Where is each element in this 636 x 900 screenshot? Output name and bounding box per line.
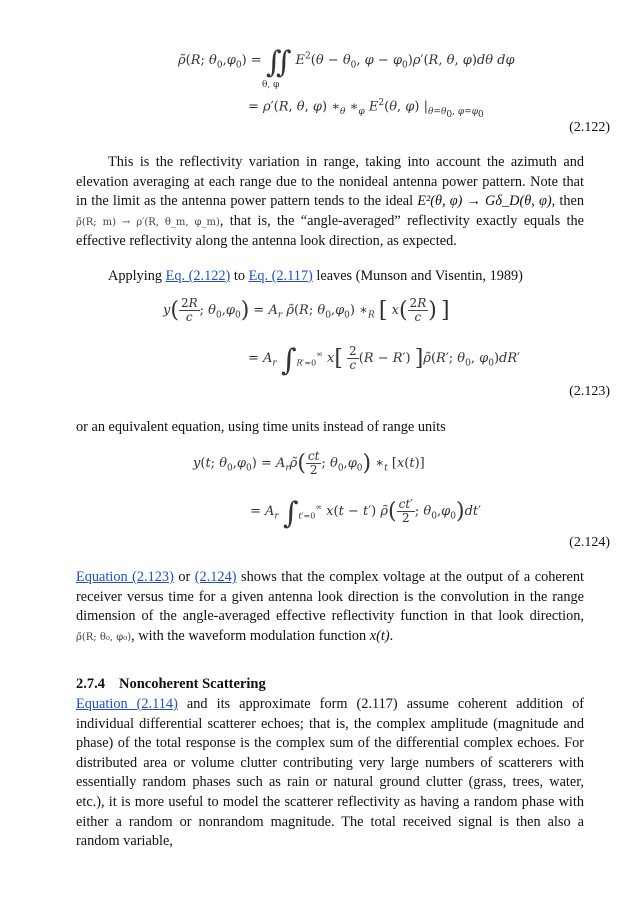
equation-2-124-line1: y(t; $\theta_0,\varphi_0$) = $A_r\rhõ$( $\frac{ct}{2}$ ; $\theta_0,\varphi_0$) $∗_t$ [x(t)] xyxy=(193,449,425,477)
equation-2-124-line2: = $A_r$ $\int_{t'=0}^\infty$ x(t − t′) ρ̃( $\frac{ct'}{2}$ ; $\theta_0,\varphi_0)dt'$ xyxy=(250,496,482,531)
equation-2-123-line2: = $A_r$ $\int_{R'=0}^\infty$ x[ $\frac{2}{c}$ (R − R′) ]ρ̃(R′; $\theta_0$, $\varphi_0)dR'$ xyxy=(248,343,521,378)
paragraph-applying: Applying Eq. (2.122) to Eq. (2.117) leaves (Munson and Visentin, 1989) xyxy=(108,268,523,284)
link-equation-2-123[interactable]: Equation (2.123) xyxy=(76,569,174,585)
equation-2-122-line1: ρ̃(R; $\theta_0,\varphi_0$) = ∬ $E^2(\theta - \theta_0$, $\varphi - \varphi_0)\rho'(R$, θ, φ)dθ dφ xyxy=(178,45,515,80)
section-heading xyxy=(76,676,280,693)
equation-2-123-line1: y( $\frac{2R}{c}$ ; $\theta_0,\varphi_0) = A_r$ ρ̃(R; $\theta_0,\varphi_0$) $∗_R$ [ x( $\frac{2R}{c}$ ) ] xyxy=(163,296,450,324)
paragraph-equivalent: or an equivalent equation, using time units instead of range units xyxy=(76,419,446,435)
ideal-pattern-expression: E²(θ, φ) → Gδ_D(θ, φ) xyxy=(417,193,552,210)
equation-number-2-124: (2.124) xyxy=(569,535,610,550)
link-equation-2-114[interactable]: Equation (2.114) xyxy=(76,696,178,712)
paragraph-reflectivity: This is the reflectivity variation in range, taking into account the azimuth and elevation averaging at each range due to the nonideal antenna power pattern. Note that in the limit as the antenna power pattern tends to the ideal E²(θ, φ) → Gδ_D(θ, φ), then ρ̃(R; m) → ρ′(R, θ_m, φ_m), that is, the “angle-averaged” reflectivity exactly equals the effective reflectivity along the antenna look direction, as expected. xyxy=(76,154,585,250)
paragraph-convolution: Equation (2.123) or (2.124) shows that the complex voltage at the output of a coherent receiver versus time for a given antenna look direction is the convolution in the range dimension of the angle-averaged effective reflectivity function in that look direction, ρ̃(R; θ₀, φ₀), with the waveform modulation function x(t). xyxy=(76,569,584,644)
section-title: Noncoherent Scattering xyxy=(119,676,266,692)
equation-number-2-122: (2.122) xyxy=(569,120,610,135)
paragraph-noncoherent: Equation (2.114) and its approximate form (2.117) assume coherent addition of individual differential scatterer echoes; that is, the complex amplitude (magnitude and phase) of the total response is the complex sum of the differential complex echoes. For distributed area or volume clutter contributing very large numbers of scatterers with essentially random phases such as rain or natural ground clutter (grass, trees, water, etc.), it is more useful to model the scatterer reflectivity as having a random phase with either a random or nonrandom magnitude. The total received signal is then also a random variable, xyxy=(76,696,584,850)
link-eq-2-122[interactable]: Eq. (2.122) xyxy=(165,268,231,284)
inline-equation-rho: ρ̃(R; θ₀, φ₀) xyxy=(76,631,132,643)
link-eq-2-117[interactable]: Eq. (2.117) xyxy=(248,268,313,284)
equation-2-122-line2: = ρ′(R, θ, φ) $∗_\theta$ $∗_\varphi$ $E^2(\theta$, φ) $|_{\theta=\theta_0, \varphi=\varphi_0}$ xyxy=(248,98,484,120)
equation-number-2-123: (2.123) xyxy=(569,384,610,399)
inline-equation: ρ̃(R; m) → ρ′(R, θ_m, φ_m) xyxy=(76,216,220,228)
equation-2-122-subscript: θ, φ xyxy=(262,80,280,90)
section-number: 2.7.4 xyxy=(76,676,105,692)
link-equation-2-124[interactable]: (2.124) xyxy=(194,569,237,585)
